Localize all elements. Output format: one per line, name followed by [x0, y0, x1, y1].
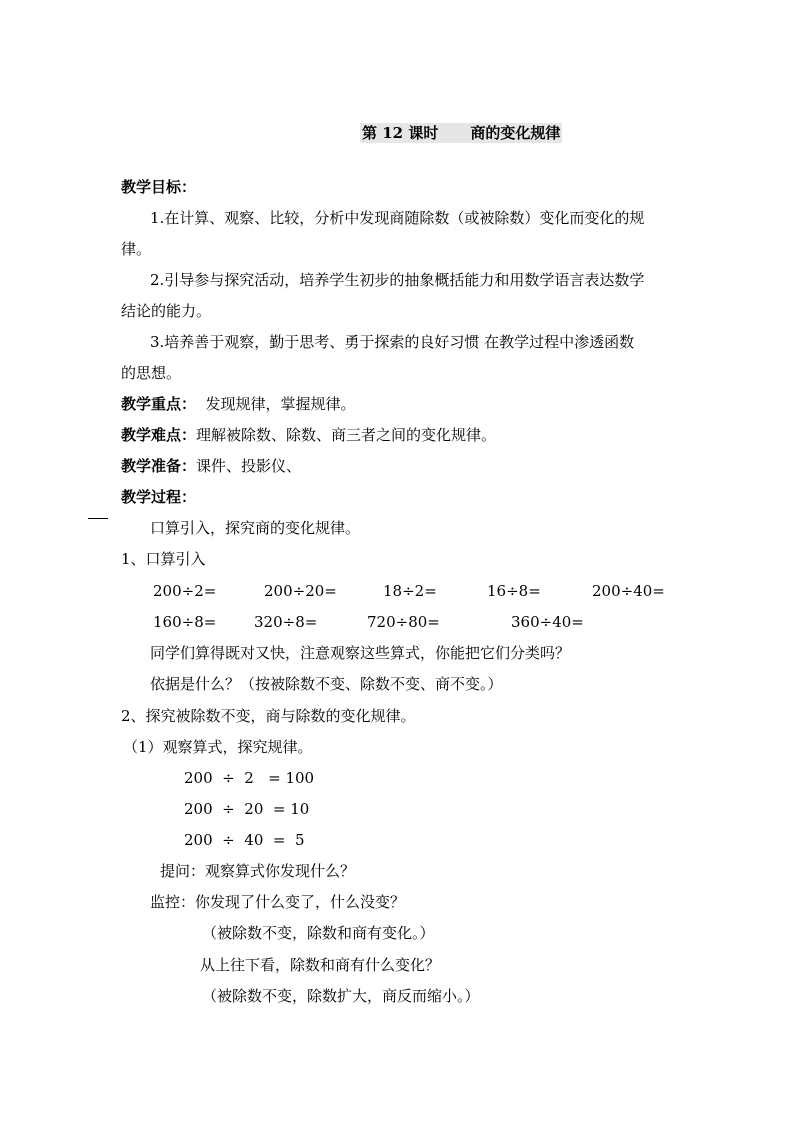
preparation — [121, 456, 301, 476]
calc-9: 360÷40= — [511, 613, 584, 631]
calc-2: 200÷20= — [264, 582, 337, 600]
goal-3-line-1: 3.培养善于观察，勤于思考、勇于探索的良好习惯 在教学过程中渗透函数 — [150, 333, 635, 351]
goal-3-line-2: 的思想。 — [121, 364, 182, 382]
difficulty-text: 理解被除数、除数、商三者之间的变化规律。 — [196, 426, 497, 444]
lesson-topic: 商的变化规律 — [470, 124, 561, 142]
goal-1-line-1: 1.在计算、观察、比较，分析中发现商随除数（或被除数）变化而变化的规 — [150, 209, 645, 227]
section-1-title: 口算引入，探究商的变化规律。 — [150, 519, 361, 537]
question-1: 同学们算得既对又快，注意观察这些算式，你能把它们分类吗？ — [150, 644, 571, 662]
preparation-text: 课件、投影仪、 — [196, 457, 302, 475]
calc-8: 720÷80= — [367, 613, 440, 631]
equation-3: 200 ÷ 40 = 5 — [184, 831, 305, 849]
sub-item-1: （1）观察算式，探究规律。 — [123, 738, 313, 756]
answer-1: （被除数不变，除数和商有变化。） — [202, 924, 435, 942]
calc-4: 16÷8= — [487, 582, 541, 600]
prompt-question: 提问：观察算式你发现什么？ — [160, 862, 356, 880]
follow-up-question: 从上往下看，除数和商有什么变化？ — [200, 956, 441, 974]
goal-1-line-2: 律。 — [121, 240, 152, 258]
difficulty-point — [121, 425, 496, 445]
goals-heading: 教学目标： — [121, 178, 197, 196]
key-point — [121, 394, 356, 414]
difficulty-label: 教学难点： — [121, 426, 197, 444]
equation-1: 200 ÷ 2 = 100 — [184, 769, 315, 787]
calc-5: 200÷40= — [592, 582, 665, 600]
process-heading: 教学过程： — [121, 488, 197, 506]
calc-3: 18÷2= — [383, 582, 437, 600]
monitor-question: 监控：你发现了什么变了，什么没变？ — [150, 893, 406, 911]
calc-1: 200÷2= — [153, 582, 217, 600]
item-1-title: 1、口算引入 — [121, 550, 206, 568]
equation-2: 200 ÷ 20 = 10 — [184, 800, 310, 818]
lesson-number: 第 12 课时 — [362, 124, 439, 142]
calc-7: 320÷8= — [254, 613, 318, 631]
key-point-text: 发现规律，掌握规律。 — [196, 395, 356, 413]
question-2: 依据是什么？（按被除数不变、除数不变、商不变。） — [150, 675, 503, 693]
calc-6: 160÷8= — [153, 613, 217, 631]
preparation-label: 教学准备： — [121, 457, 197, 475]
item-2-title: 2、探究被除数不变，商与除数的变化规律。 — [121, 707, 416, 725]
section-dash — [88, 518, 108, 519]
goal-2-line-2: 结论的能力。 — [121, 302, 212, 320]
key-point-label: 教学重点： — [121, 395, 197, 413]
goal-2-line-1: 2.引导参与探究活动，培养学生初步的抽象概括能力和用数学语言表达数学 — [150, 271, 645, 289]
answer-2: （被除数不变，除数扩大，商反而缩小。） — [202, 987, 480, 1005]
page-title — [360, 123, 562, 143]
